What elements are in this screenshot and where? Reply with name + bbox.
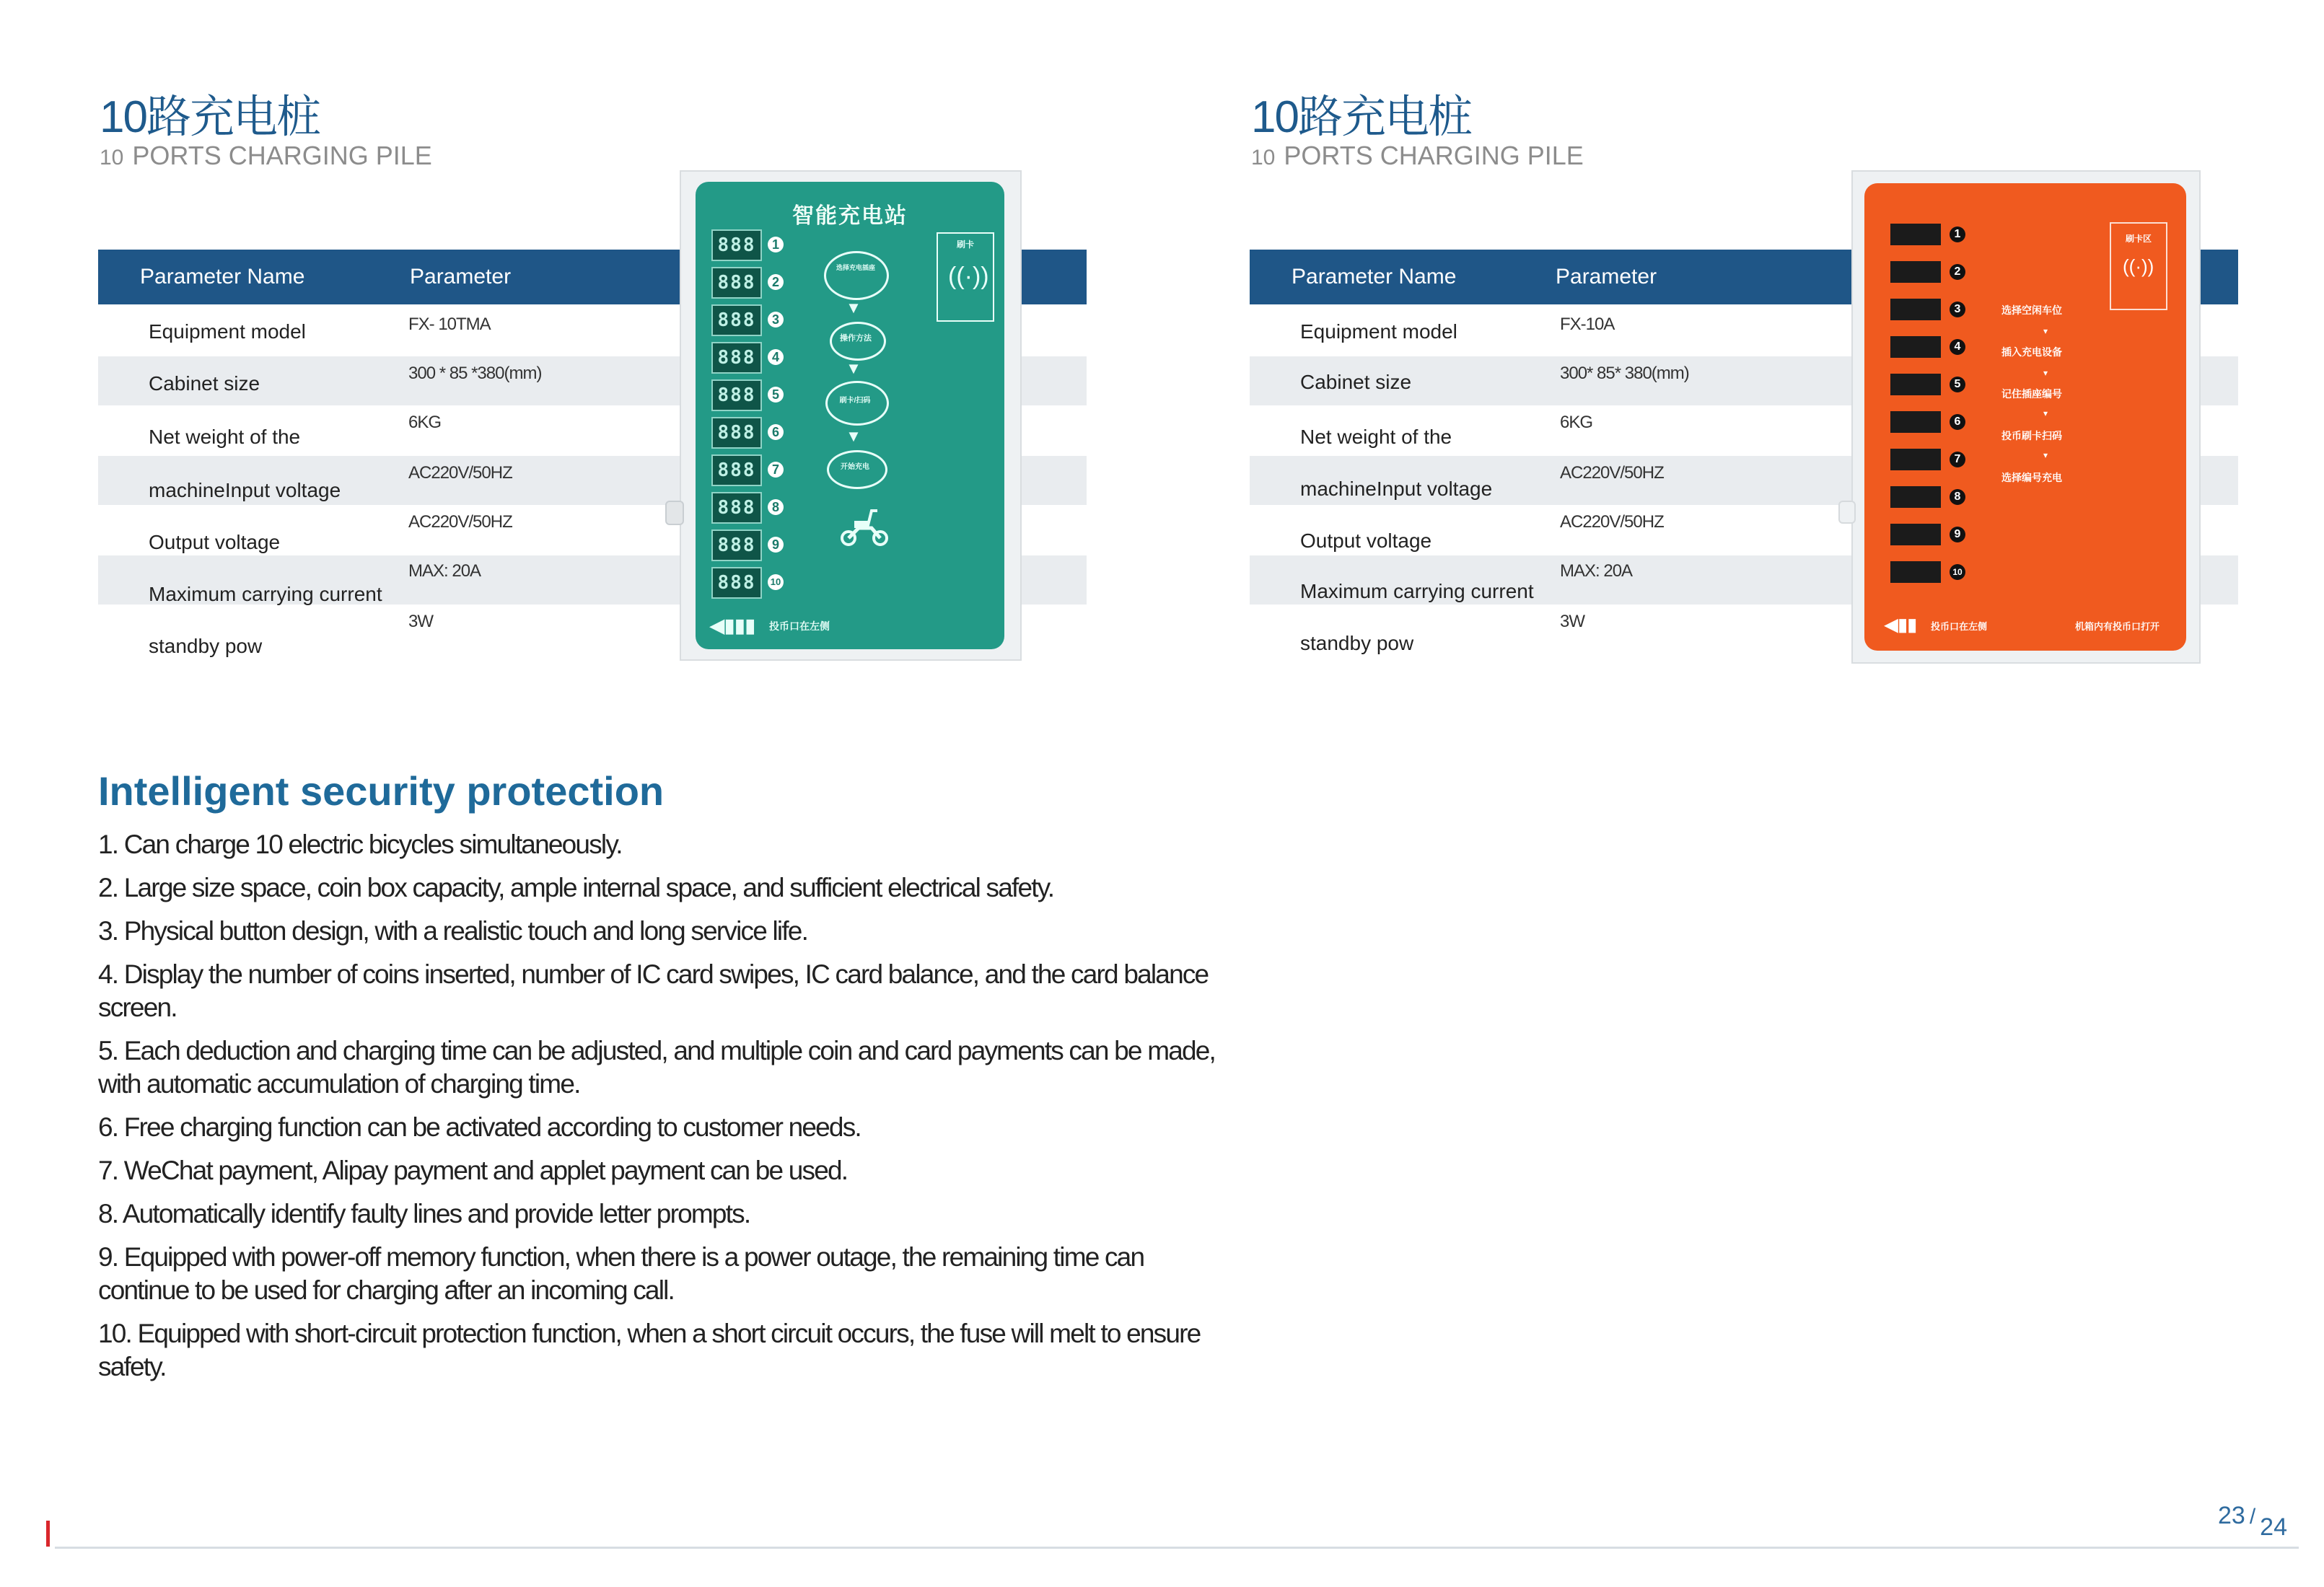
port-number: 1 bbox=[768, 237, 784, 252]
row-value: 6KG bbox=[408, 413, 442, 432]
device-footer-text: 投币口在左侧 bbox=[769, 620, 830, 632]
digit-display: 888 bbox=[711, 304, 762, 336]
port-number: 7 bbox=[1950, 452, 1965, 467]
row-name: Equipment model bbox=[149, 320, 306, 343]
row-value: 3W bbox=[1560, 612, 1584, 631]
row-value: FX- 10TMA bbox=[408, 315, 491, 334]
product-2-title-cn: 10路充电桩 bbox=[1251, 92, 1471, 142]
digit-display: 888 bbox=[711, 417, 762, 449]
port-number: 4 bbox=[768, 349, 784, 365]
arrow-down-icon: ▼ bbox=[846, 427, 861, 445]
port-display bbox=[1890, 411, 1941, 433]
device-footer-left: 投币口在左侧 bbox=[1931, 621, 1988, 632]
nfc-card-icon: ((·)) bbox=[2123, 255, 2154, 277]
step-text: 选择充电插座 bbox=[836, 264, 875, 271]
header-parameter-name: Parameter Name bbox=[1292, 265, 1457, 289]
row-name: machineInput voltage bbox=[149, 479, 341, 501]
digit-display: 888 bbox=[711, 267, 762, 299]
feature-item: 5. Each deduction and charging time can be adjusted, and multiple coin and card payments can be made, with automatic accumulation of charging time. bbox=[98, 1036, 1216, 1099]
features-heading: Intelligent security protection bbox=[98, 768, 665, 814]
port-display bbox=[1890, 261, 1941, 283]
header-parameter: Parameter bbox=[410, 265, 512, 289]
row-value: 300 * 85 *380(mm) bbox=[408, 364, 542, 383]
row-name: Equipment model bbox=[1300, 320, 1457, 343]
card-reader-zone bbox=[937, 232, 994, 322]
page-current: 23 bbox=[2218, 1502, 2245, 1529]
product-2-title-num: 10 bbox=[1251, 146, 1276, 170]
row-name: Output voltage bbox=[149, 531, 281, 553]
product-1-title-text: PORTS CHARGING PILE bbox=[132, 141, 432, 170]
port-number: 2 bbox=[1950, 264, 1965, 280]
row-value: AC220V/50HZ bbox=[408, 463, 512, 483]
port-number: 5 bbox=[768, 387, 784, 403]
row-value: FX-10A bbox=[1560, 315, 1615, 334]
row-name: standby pow bbox=[1300, 632, 1414, 654]
row-name: Output voltage bbox=[1300, 529, 1432, 552]
step-text: 刷卡/扫码 bbox=[839, 397, 871, 405]
row-name: Maximum carrying current bbox=[149, 583, 382, 605]
port-number: 10 bbox=[768, 574, 784, 590]
feature-item: 9. Equipped with power-off memory function, when there is a power outage, the remaining time can continue to be used for charging after an incoming call. bbox=[98, 1242, 1144, 1305]
feature-item: 6. Free charging function can be activated according to customer needs. bbox=[98, 1112, 861, 1142]
step-arrow-icon: ▾ bbox=[2043, 408, 2048, 418]
port-display bbox=[1890, 374, 1941, 395]
feature-item: 8. Automatically identify faulty lines and provide letter prompts. bbox=[98, 1199, 750, 1228]
step-text: 记住插座编号 bbox=[2001, 388, 2062, 400]
feature-item: 10. Equipped with short-circuit protection function, when a short circuit occurs, the fuse will melt to ensure safety. bbox=[98, 1319, 1201, 1381]
step-arrow-icon: ▾ bbox=[2043, 326, 2048, 336]
mount-tab bbox=[665, 501, 684, 525]
feature-item: 2. Large size space, coin box capacity, ample internal space, and sufficient electrical safety. bbox=[98, 873, 1054, 902]
page-number bbox=[2218, 1502, 2287, 1541]
row-name: standby pow bbox=[149, 635, 263, 657]
scooter-icon bbox=[838, 506, 890, 547]
digit-display: 888 bbox=[711, 229, 762, 261]
row-value: 300* 85* 380(mm) bbox=[1560, 364, 1689, 383]
product-1-title-num: 10 bbox=[100, 146, 124, 170]
digit-display: 888 bbox=[711, 492, 762, 524]
row-value: MAX: 20A bbox=[1560, 561, 1633, 581]
card-label: 刷卡区 bbox=[2125, 234, 2152, 244]
row-value: AC220V/50HZ bbox=[1560, 463, 1664, 483]
port-display bbox=[1890, 486, 1941, 508]
step-text: 选择编号充电 bbox=[2001, 472, 2062, 483]
port-number: 6 bbox=[1950, 414, 1965, 430]
digit-display: 888 bbox=[711, 342, 762, 374]
nfc-card-icon: ((·)) bbox=[948, 263, 989, 290]
device-title: 智能充电站 bbox=[792, 204, 908, 228]
step-text: 操作方法 bbox=[840, 334, 872, 343]
product-2-title-text: PORTS CHARGING PILE bbox=[1284, 141, 1584, 170]
footer-divider bbox=[55, 1547, 2299, 1549]
row-name: Net weight of the bbox=[1300, 426, 1452, 448]
port-display bbox=[1890, 561, 1941, 583]
step-text: 选择空闲车位 bbox=[2001, 304, 2062, 316]
row-name: Maximum carrying current bbox=[1300, 580, 1534, 602]
header-parameter-name: Parameter Name bbox=[140, 265, 305, 289]
row-name: Cabinet size bbox=[149, 372, 260, 395]
arrow-down-icon: ▼ bbox=[846, 359, 861, 377]
footer-accent-mark bbox=[46, 1521, 50, 1547]
port-number: 10 bbox=[1950, 564, 1965, 580]
port-display bbox=[1890, 336, 1941, 358]
port-number: 3 bbox=[1950, 302, 1965, 317]
step-arrow-icon: ▾ bbox=[2043, 450, 2048, 460]
port-number: 7 bbox=[768, 462, 784, 478]
port-display bbox=[1890, 524, 1941, 545]
port-number: 9 bbox=[768, 537, 784, 553]
port-number: 5 bbox=[1950, 377, 1965, 392]
coin-arrow-icon: ◀▮▮ bbox=[1885, 615, 1917, 635]
step-text: 开始充电 bbox=[841, 463, 869, 471]
feature-item: 4. Display the number of coins inserted, number of IC card swipes, IC card balance, and the card balance screen. bbox=[98, 959, 1209, 1022]
port-number: 1 bbox=[1950, 227, 1965, 242]
port-number: 8 bbox=[768, 499, 784, 515]
device-footer-right: 机箱内有投币口打开 bbox=[2075, 621, 2160, 632]
step-oval bbox=[824, 251, 889, 300]
port-number: 8 bbox=[1950, 489, 1965, 505]
port-number: 2 bbox=[768, 274, 784, 290]
port-number: 3 bbox=[768, 312, 784, 327]
product-2-device-image bbox=[1851, 170, 2201, 664]
teal-device-panel bbox=[696, 182, 1004, 649]
step-text: 插入充电设备 bbox=[2001, 346, 2062, 358]
row-name: machineInput voltage bbox=[1300, 478, 1493, 500]
feature-item: 1. Can charge 10 electric bicycles simultaneously. bbox=[98, 830, 622, 859]
row-value: AC220V/50HZ bbox=[408, 512, 512, 532]
card-reader-zone bbox=[2110, 222, 2167, 310]
feature-item: 7. WeChat payment, Alipay payment and applet payment can be used. bbox=[98, 1156, 848, 1185]
row-value: 3W bbox=[408, 612, 433, 631]
feature-item: 3. Physical button design, with a realistic touch and long service life. bbox=[98, 916, 808, 946]
port-number: 4 bbox=[1950, 339, 1965, 355]
port-number: 9 bbox=[1950, 527, 1965, 542]
row-name: Cabinet size bbox=[1300, 371, 1412, 393]
features-list bbox=[98, 828, 1267, 1394]
port-display bbox=[1890, 449, 1941, 470]
card-label: 刷卡 bbox=[956, 239, 974, 250]
digit-display: 888 bbox=[711, 567, 762, 599]
digit-display: 888 bbox=[711, 454, 762, 486]
arrow-down-icon: ▼ bbox=[846, 299, 861, 317]
orange-device-panel bbox=[1864, 183, 2186, 651]
product-1-title-en bbox=[100, 143, 432, 169]
step-arrow-icon: ▾ bbox=[2043, 368, 2048, 378]
step-text: 投币刷卡扫码 bbox=[2001, 430, 2062, 441]
row-value: AC220V/50HZ bbox=[1560, 512, 1664, 532]
port-display bbox=[1890, 299, 1941, 320]
header-parameter: Parameter bbox=[1556, 265, 1657, 289]
port-display bbox=[1890, 224, 1941, 245]
coin-arrow-icon: ◀▮▮▮ bbox=[710, 615, 755, 636]
product-1-device-image bbox=[680, 170, 1022, 661]
product-2-title-en bbox=[1251, 143, 1584, 169]
product-1-title-cn: 10路充电桩 bbox=[100, 92, 320, 142]
page-separator: / bbox=[2249, 1505, 2256, 1529]
digit-display: 888 bbox=[711, 379, 762, 411]
row-name: Net weight of the bbox=[149, 426, 301, 448]
digit-display: 888 bbox=[711, 529, 762, 561]
mount-tab bbox=[1838, 501, 1856, 524]
row-value: 6KG bbox=[1560, 413, 1593, 432]
page-total: 24 bbox=[2260, 1513, 2287, 1541]
port-number: 6 bbox=[768, 424, 784, 440]
row-value: MAX: 20A bbox=[408, 561, 481, 581]
